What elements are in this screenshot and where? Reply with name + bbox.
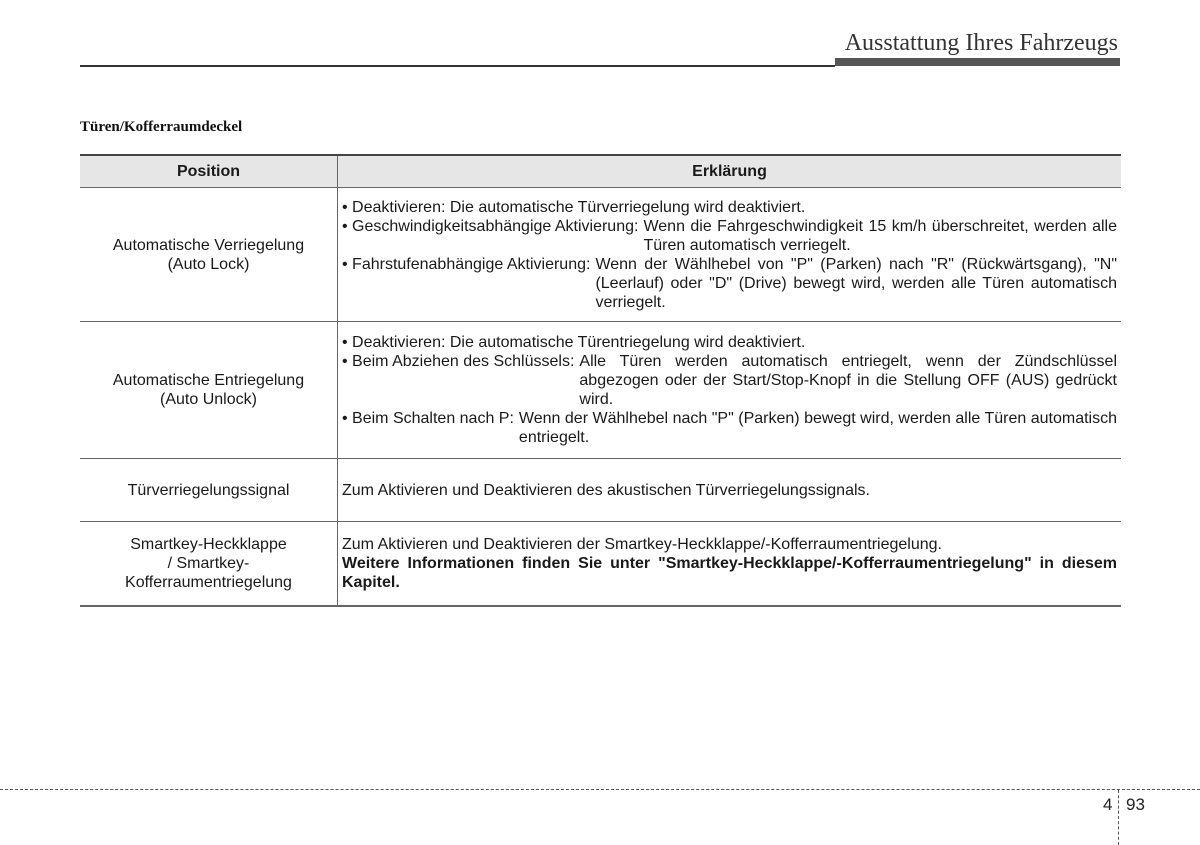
position-line: Smartkey-Heckklappe [130, 536, 287, 553]
explanation-text: Zum Aktivieren und Deaktivieren der Smartkey-Heckklappe/-Kofferraumentriegelung. [342, 536, 942, 553]
explanation-text: Zum Aktivieren und Deaktivieren des akustischen Türverriegelungssignals. [342, 481, 870, 499]
item-label: • Fahrstufenabhängige Aktivierung: [342, 255, 591, 273]
position-line: Türverriegelungssignal [127, 481, 290, 499]
header-rule-accent [835, 58, 1120, 66]
page-header-title: Ausstattung Ihres Fahrzeugs [844, 30, 1118, 56]
table-row [80, 322, 1121, 459]
position-cell [80, 459, 338, 522]
item-description: Wenn der Wählhebel von "P" (Parken) nach "R" (Rückwärtsgang), "N" (Leerlauf) oder "D" (Drive) bewegt wird, werden alle Türen automatisch verriegelt. [595, 255, 1117, 311]
footer-dashed-rule [0, 789, 1200, 790]
bullet-text: • Deaktivieren: Die automatische Türentriegelung wird deaktiviert. [342, 334, 806, 351]
position-line: Automatische Entriegelung [112, 372, 305, 389]
explanation-cell [338, 322, 1122, 459]
item-label: • Geschwindigkeitsabhängige Aktivierung: [342, 217, 639, 235]
list-item [342, 198, 1117, 217]
position-line: (Auto Lock) [167, 255, 250, 273]
table-row [80, 459, 1121, 522]
position-cell [80, 188, 338, 322]
header-rule [80, 65, 835, 67]
footer-dashed-separator [1118, 790, 1119, 845]
position-line: (Auto Unlock) [160, 391, 257, 408]
list-item [342, 409, 1117, 447]
item-label: • Beim Abziehen des Schlüssels: [342, 353, 575, 370]
column-header-explanation: Erklärung [338, 155, 1122, 188]
explanation-cell [338, 188, 1122, 322]
position-line: Automatische Verriegelung [112, 236, 305, 254]
bullet-text: • Deaktivieren: Die automatische Türverriegelung wird deaktiviert. [342, 198, 806, 216]
item-description: Wenn die Fahrgeschwindigkeit 15 km/h überschreitet, werden alle Türen automatisch verriegelt. [643, 217, 1117, 254]
list-item [342, 333, 1117, 352]
position-cell [80, 322, 338, 459]
table-row [80, 188, 1121, 322]
column-header-position: Position [80, 155, 338, 188]
list-item [342, 352, 1117, 409]
reference-note: Weitere Informationen finden Sie unter "Smartkey-Heckklappe/-Kofferraumentriegelung" in diesem Kapitel. [342, 555, 1117, 591]
explanation-cell [338, 459, 1122, 522]
position-cell [80, 522, 338, 607]
settings-table [80, 154, 1121, 607]
page-number: 93 [1126, 795, 1145, 814]
item-description: Wenn der Wählhebel nach "P" (Parken) bewegt wird, werden alle Türen automatisch entriegelt. [518, 410, 1117, 446]
section-title: Türen/Kofferraumdeckel [80, 119, 243, 135]
table-header-row [80, 155, 1121, 188]
position-line: Kofferraumentriegelung [125, 574, 292, 591]
table-row [80, 522, 1121, 607]
explanation-cell [338, 522, 1122, 607]
list-item [342, 255, 1117, 312]
list-item [342, 217, 1117, 255]
item-description: Alle Türen werden automatisch entriegelt, wenn der Zündschlüssel abgezogen oder der Start/Stop-Knopf in die Stellung OFF (AUS) gedrückt wird. [579, 353, 1117, 408]
position-line: / Smartkey- [167, 555, 250, 572]
chapter-number: 4 [1103, 795, 1113, 814]
item-label: • Beim Schalten nach P: [342, 410, 514, 427]
